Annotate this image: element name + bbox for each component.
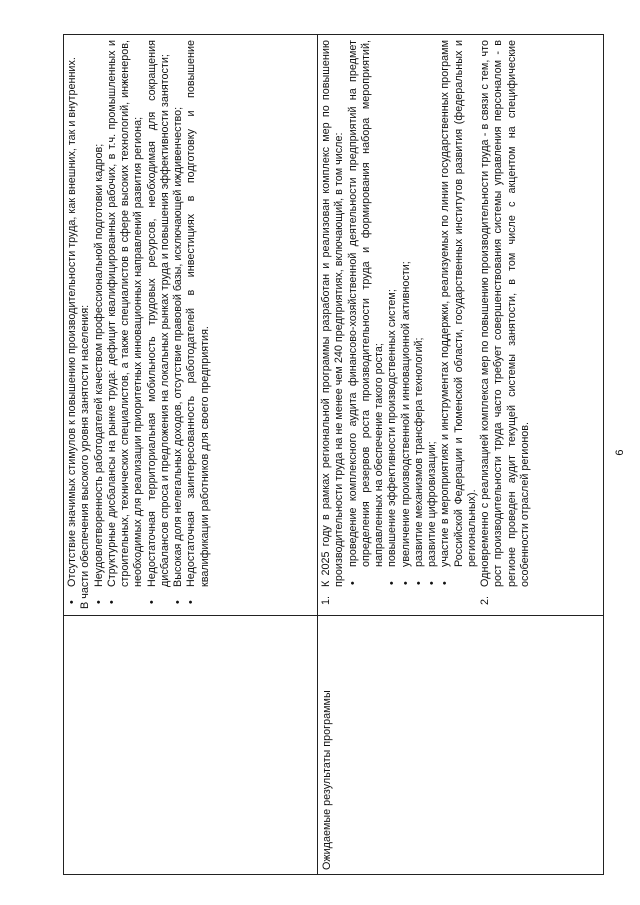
numbered-item: [479, 40, 532, 609]
section-heading: В части обеспечения высокого уровня занятости населения:: [79, 304, 92, 609]
page-number: 6: [614, 449, 626, 456]
list-item: • Высокая доля нелегальных доходов, отсутствие правовой базы, исключающей иждивенчество;: [172, 40, 185, 609]
list-item: • участие в мероприятиях и инструментах поддержки, реализуемых по линии государственных программ Российской Федерации и Тюменской области, государственных институтов развития (федеральных и региональных).: [439, 40, 479, 609]
list-item: • Отсутствие значимых стимулов к повышению производительности труда, как внешних, так и внутренних.: [66, 40, 79, 609]
bullet-list-a: [66, 40, 79, 609]
list-item: • проведение комплексного аудита финансово-хозяйственной деятельности предприятий на предмет определения резервов роста производительности труда и формирования набора мероприятий, направленных на обеспечение такого роста;: [347, 40, 387, 609]
list-item: • увеличение производственной и инновационной активности;: [400, 40, 413, 609]
list-item: • повышение эффективности производственных систем;: [386, 40, 399, 609]
sub-bullet-list: [347, 40, 480, 609]
item-number: 2.: [479, 595, 491, 605]
program-table: [63, 34, 604, 875]
row-content-challenges: [64, 35, 318, 616]
list-item: • Недостаточная территориальная мобильность трудовых ресурсов, необходимая для сокращения дисбалансов спроса и предложения на локальных рынках труда и повышения эффективности занятости;: [146, 40, 173, 609]
numbered-item: [320, 40, 479, 609]
row-label-empty: [64, 616, 318, 875]
list-item: • Неудовлетворенность работодателей качеством профессиональной подготовки кадров;: [93, 40, 106, 609]
list-item: • развитие механизмов трансфера технологий;: [413, 40, 426, 609]
item-number: 1.: [320, 595, 332, 605]
list-item: • развитие цифровизации;: [426, 40, 439, 609]
list-item: • Недостаточная заинтересованность работодателей в инвестициях в подготовку и повышение квалификации работников для своего предприятия.: [185, 40, 212, 609]
table-row-expected-results: [318, 35, 604, 875]
bullet-list-b: [93, 40, 212, 609]
item-text: К 2025 году в рамках региональной программы разработан и реализован комплекс мер по повышению производительности труда на не менее чем 240 предприятиях, включающий, в том числе:: [320, 40, 346, 587]
list-item: • Структурные дисбалансы на рынке труда: дефицит квалифицированных рабочих, в т.ч. промышленных и строительных, технических специалистов, а также специалистов в сфере высоких технологий, инженеров, необходимых для реализации приоритетных инновационных направлений развития региона;: [106, 40, 146, 609]
row-content-expected-results: [318, 35, 604, 616]
table-row-challenges: [64, 35, 318, 875]
item-text: Одновременно с реализацией комплекса мер по повышению производительности труда - в связи с тем, что рост производительности труда часто требует совершенствования системы управления персоналом - в регионе проведен аудит текущей системы занятости, в том числе с акцентом на специфические особенности отраслей регионов.: [479, 40, 531, 587]
row-label-expected-results: Ожидаемые результаты программы: [318, 616, 604, 875]
numbered-list: [320, 40, 532, 609]
